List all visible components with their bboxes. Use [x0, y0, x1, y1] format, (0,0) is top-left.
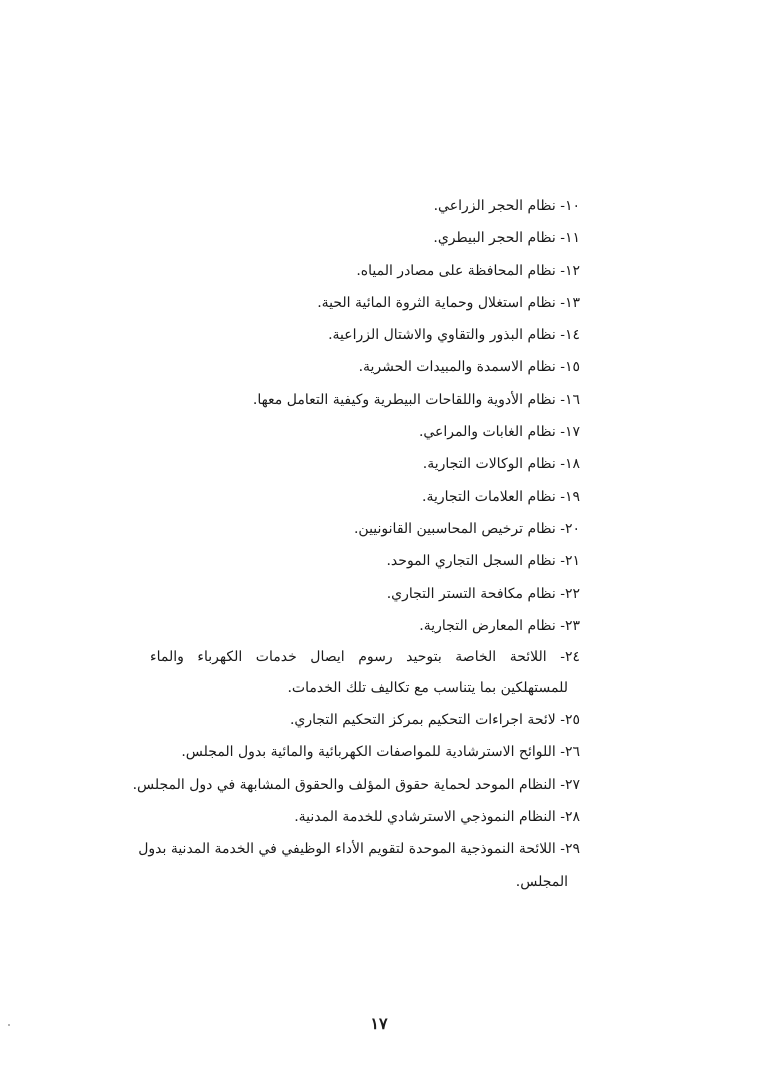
list-item: ١٠- نظام الحجر الزراعي. — [433, 198, 580, 214]
list-item: ٢٩- اللائحة النموذجية الموحدة لتقويم الأداء الوظيفي في الخدمة المدنية بدول — [138, 841, 580, 858]
regulations-list — [132, 190, 580, 898]
list-item: ٢٧- النظام الموحد لحماية حقوق المؤلف والحقوق المشابهة في دول المجلس. — [132, 776, 580, 793]
list-item: ١١- نظام الحجر البيطري. — [433, 230, 580, 247]
list-item: ١٢- نظام المحافظة على مصادر المياه. — [356, 262, 580, 279]
list-item: ٢٤- اللائحة الخاصة بتوحيد رسوم ايصال خدمات الكهرباء والماء — [150, 649, 580, 666]
list-item: ١٤- نظام البذور والتقاوي والاشتال الزراعية. — [328, 327, 580, 344]
page-number: ١٧ — [370, 1014, 388, 1033]
list-item: ١٧- نظام الغابات والمراعي. — [418, 424, 580, 441]
scan-speck — [8, 1024, 10, 1026]
list-item: ٢١- نظام السجل التجاري الموحد. — [386, 553, 580, 570]
list-item: ٢٥- لائحة اجراءات التحكيم بمركز التحكيم التجاري. — [289, 712, 580, 729]
list-item-continuation: المجلس. — [515, 873, 568, 890]
list-item: ١٦- نظام الأدوية واللقاحات البيطرية وكيفية التعامل معها. — [252, 391, 580, 408]
list-item: ٢٢- نظام مكافحة التستر التجاري. — [386, 585, 580, 602]
list-item: ١٩- نظام العلامات التجارية. — [422, 488, 580, 505]
list-item-continuation: للمستهلكين بما يتناسب مع تكاليف تلك الخدمات. — [287, 680, 568, 697]
list-item: ١٥- نظام الاسمدة والمبيدات الحشرية. — [358, 359, 580, 376]
list-item: ١٨- نظام الوكالات التجارية. — [422, 456, 580, 473]
list-item: ٢٨- النظام النموذجي الاسترشادي للخدمة المدنية. — [294, 809, 580, 826]
list-item: ٢٣- نظام المعارض التجارية. — [419, 617, 580, 634]
list-item: ٢٠- نظام ترخيص المحاسبين القانونيين. — [353, 520, 580, 537]
list-item: ١٣- نظام استغلال وحماية الثروة المائية الحية. — [317, 294, 580, 311]
list-item: ٢٦- اللوائح الاسترشادية للمواصفات الكهربائية والمائية بدول المجلس. — [181, 744, 580, 761]
